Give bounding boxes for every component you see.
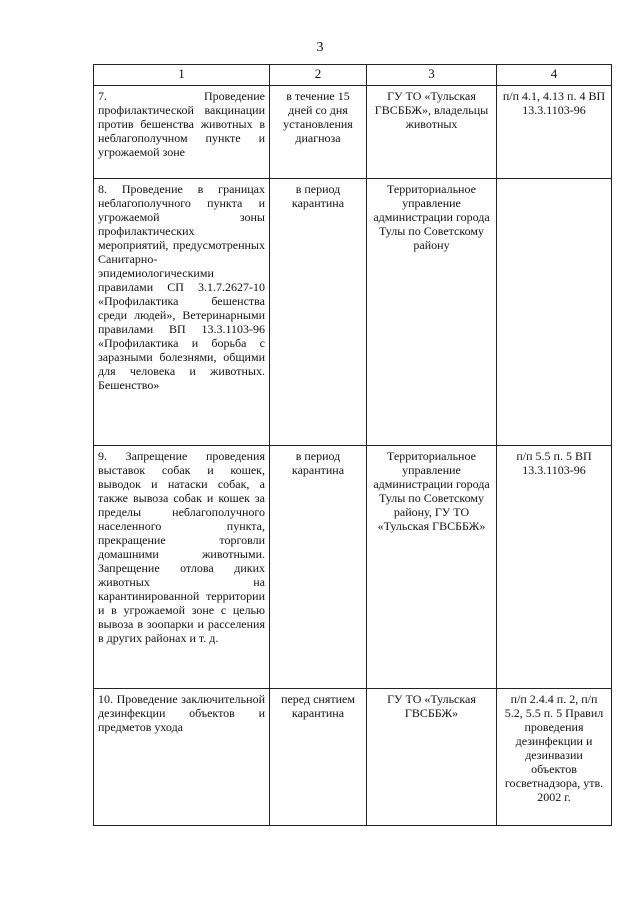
event-cell: 7. Проведение профилактической вакцинации против бешенства животных в неблагополучном пункте и угрожаемой зоне <box>94 86 270 179</box>
column-header-4: 4 <box>497 65 612 86</box>
table-row <box>94 179 612 446</box>
page-number: 3 <box>316 40 324 55</box>
column-header-2: 2 <box>270 65 367 86</box>
column-header-1: 1 <box>94 65 270 86</box>
event-cell: 8. Проведение в границах неблагополучного пункта и угрожаемой зоны профилактических мероприятий, предусмотренных Санитарно-эпидемиологическими правилами СП 3.1.7.2627-10 «Профилактика бешенства среди людей», Ветеринарными правилами ВП 13.3.1103-96 «Профилактика и борьба с заразными болезнями, общими для человека и животных. Бешенство» <box>94 179 270 446</box>
basis-cell <box>497 179 612 446</box>
column-header-3: 3 <box>367 65 497 86</box>
table-row <box>94 446 612 689</box>
term-cell: в период карантина <box>270 179 367 446</box>
table-row <box>94 86 612 179</box>
basis-cell: п/п 4.1, 4.13 п. 4 ВП 13.3.1103-96 <box>497 86 612 179</box>
table-row <box>94 689 612 826</box>
measures-table <box>93 64 612 826</box>
responsible-cell: ГУ ТО «Тульская ГВСББЖ» <box>367 689 497 826</box>
term-cell: в течение 15 дней со дня установления диагноза <box>270 86 367 179</box>
basis-cell: п/п 2.4.4 п. 2, п/п 5.2, 5.5 п. 5 Правил проведения дезинфекции и дезинвазии объектов госветнадзора, утв. 2002 г. <box>497 689 612 826</box>
basis-cell: п/п 5.5 п. 5 ВП 13.3.1103-96 <box>497 446 612 689</box>
term-cell: перед снятием карантина <box>270 689 367 826</box>
term-cell: в период карантина <box>270 446 367 689</box>
responsible-cell: Территориальное управление администрации города Тулы по Советскому району <box>367 179 497 446</box>
responsible-cell: ГУ ТО «Тульская ГВСББЖ», владельцы животных <box>367 86 497 179</box>
table-header-row <box>94 65 612 86</box>
event-cell: 10. Проведение заключительной дезинфекции объектов и предметов ухода <box>94 689 270 826</box>
event-cell: 9. Запрещение проведения выставок собак и кошек, выводок и натаски собак, а также вывоза собак и кошек за пределы неблагополучного населенного пункта, прекращение торговли домашними животными. Запрещение отлова диких животных на карантинированной территории и в угрожаемой зоне с целью вывоза в зоопарки и расселения в других районах и т. д. <box>94 446 270 689</box>
responsible-cell: Территориальное управление администрации города Тулы по Советскому району, ГУ ТО «Тульская ГВСББЖ» <box>367 446 497 689</box>
